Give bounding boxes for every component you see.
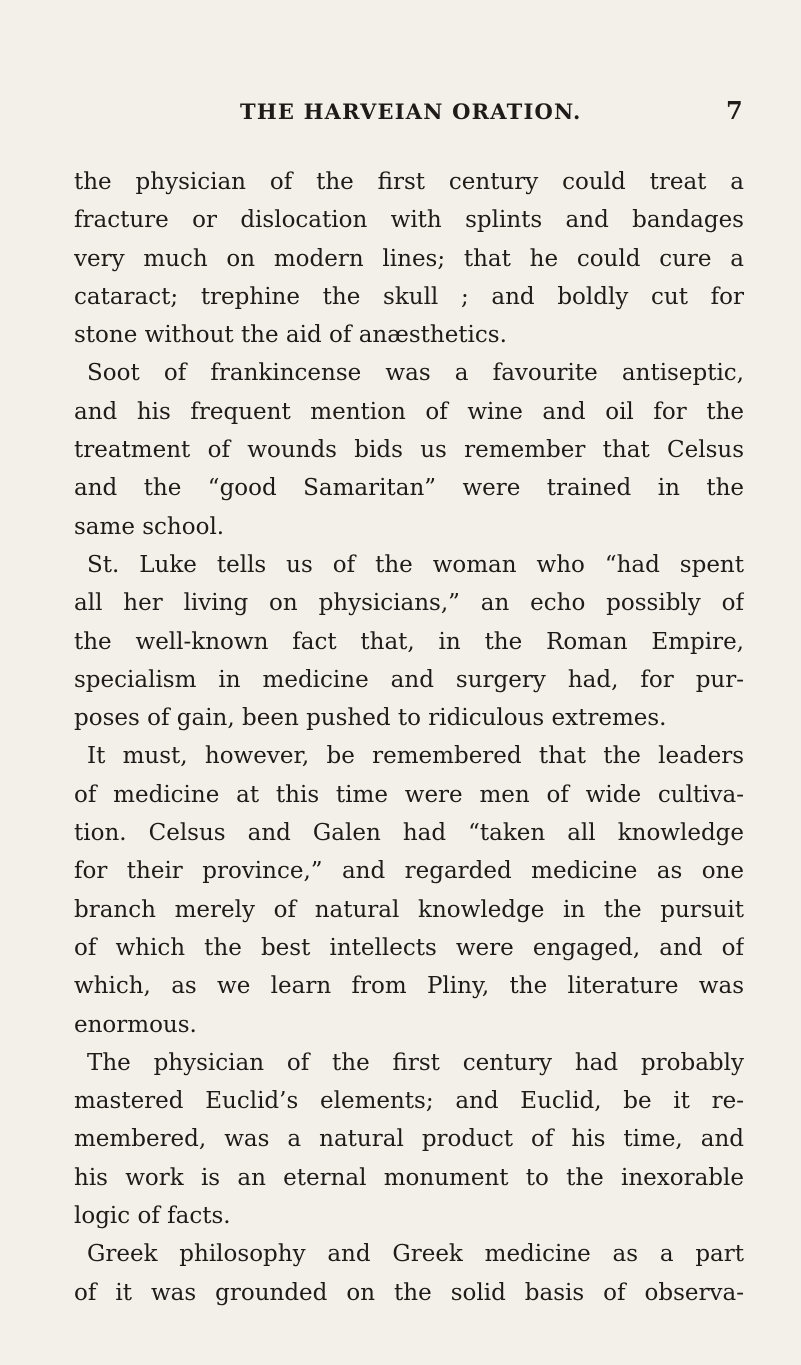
text-line: of it was grounded on the solid basis of observa- xyxy=(74,1279,744,1306)
text-line: cataract; trephine the skull ; and boldly cut for xyxy=(74,283,744,310)
text-line: mastered Euclid’s elements; and Euclid, be it re- xyxy=(74,1088,744,1115)
text-line: specialism in medicine and surgery had, for pur- xyxy=(74,666,744,693)
text-line: logic of facts. xyxy=(74,1203,231,1230)
text-line: very much on modern lines; that he could cure a xyxy=(74,245,744,272)
text-line: same school. xyxy=(74,513,225,540)
paragraph-start-line: It must, however, be remembered that the leaders xyxy=(87,743,744,770)
text-line: branch merely of natural knowledge in the pursuit xyxy=(74,896,744,923)
running-title: THE HARVEIAN ORATION. xyxy=(240,99,582,124)
text-line: and his frequent mention of wine and oil for the xyxy=(74,398,744,425)
text-line: all her living on physicians,” an echo possibly of xyxy=(74,590,744,617)
text-line: of which the best intellects were engaged, and of xyxy=(74,934,744,961)
text-line: fracture or dislocation with splints and bandages xyxy=(74,207,744,234)
text-line: stone without the aid of anæsthetics. xyxy=(74,322,507,349)
text-line: for their province,” and regarded medicine as one xyxy=(74,858,744,885)
text-line: his work is an eternal monument to the inexorable xyxy=(74,1164,744,1191)
text-line: the well-known fact that, in the Roman Empire, xyxy=(74,628,744,655)
text-line: membered, was a natural product of his time, and xyxy=(74,1126,744,1153)
text-line: enormous. xyxy=(74,1011,197,1038)
text-line: and the “good Samaritan” were trained in the xyxy=(74,475,744,502)
text-line: which, as we learn from Pliny, the literature was xyxy=(74,973,744,1000)
text-line: tion. Celsus and Galen had “taken all knowledge xyxy=(74,820,744,847)
paragraph-start-line: Greek philosophy and Greek medicine as a part xyxy=(87,1241,744,1268)
paragraph-start-line: Soot of frankincense was a favourite antiseptic, xyxy=(87,360,744,387)
body-text xyxy=(74,163,744,1323)
paragraph-start-line: The physician of the first century had probably xyxy=(87,1049,744,1076)
paragraph-start-line: St. Luke tells us of the woman who “had spent xyxy=(87,551,744,578)
text-line: poses of gain, been pushed to ridiculous extremes. xyxy=(74,705,667,732)
running-head xyxy=(0,94,801,130)
text-line: of medicine at this time were men of wide cultiva- xyxy=(74,781,744,808)
text-line: treatment of wounds bids us remember that Celsus xyxy=(74,437,744,464)
text-line: the physician of the first century could treat a xyxy=(74,169,744,195)
page-number: 7 xyxy=(726,96,743,125)
